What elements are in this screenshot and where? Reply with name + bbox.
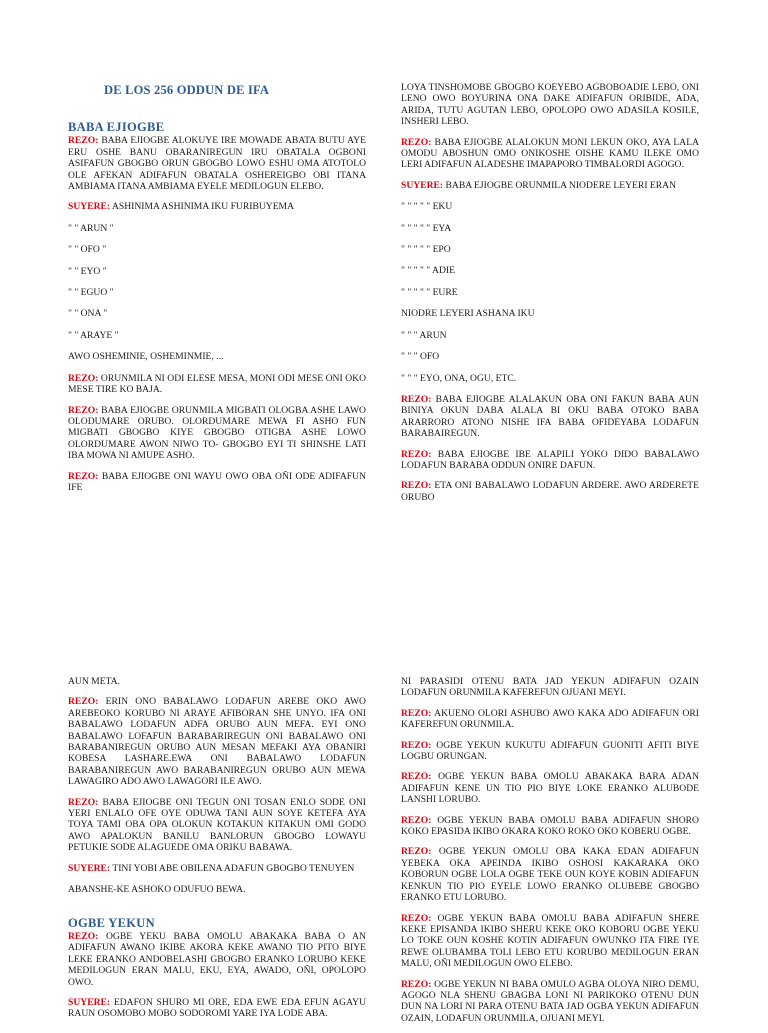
paragraph — [68, 863, 366, 874]
paragraph — [401, 815, 699, 838]
paragraph — [401, 394, 699, 440]
suyere-label: SUYERE: — [68, 996, 111, 1008]
rezo-label: REZO: — [401, 771, 432, 783]
paragraph — [401, 740, 699, 763]
paragraph-text: BABA EJIOGBE ALOKUYE IRE MOWADE ABATA BUTU AYE ERU OSHE BANU OBARANIREGUN IRU OBATALA OGBONI ASIFAFUN GBOGBO ORUN GBOGBO LOWO ESHU OMA ATOTOLO OLE AFEKAN ADIFAFUN OBATALA OSHEREIGBO OBI ITANA AMBIAMA ITANA AMBIAMA EYELE MEDILOGUN ELEBO. — [68, 135, 366, 193]
paragraph — [401, 846, 699, 903]
rezo-label: REZO: — [68, 696, 99, 708]
section-heading-ogbe-yekun: OGBE YEKUN — [68, 915, 155, 930]
chant-line: " " " OFO — [401, 351, 440, 363]
chant-line: " " " " " EPO — [401, 244, 451, 256]
chant-line: " " " " " EYA — [401, 222, 452, 234]
paragraph — [68, 135, 366, 192]
paragraph-text: EDAFON SHURO MI ORE, EDA EWE EDA EFUN AGAYU RAUN OSOMOBO MOBO SODOROMI YARE IYA LODE ABA. — [68, 996, 366, 1020]
rezo-label: REZO: — [68, 796, 99, 808]
chant-line: " " EGUO " — [68, 287, 114, 299]
paragraph: LOYA TINSHOMOBE GBOGBO KOEYEBO AGBOBOADIE LEBO, ONI LENO OWO BOYURINA ONA DAKE ADIFAFUN ORIBIDE, ADA, ARIDA, TUTU AGUTAN LEBO, OPOLOPO OWO ADASILA KOSILE, INSHERI LEBO. — [401, 82, 699, 128]
paragraph — [401, 180, 699, 191]
chant-line: " " " " " EKU — [401, 201, 453, 213]
paragraph — [401, 771, 699, 805]
paragraph-text: OGBE YEKUN BABA OMOLU BABA ADIFAFUN SHORO KOKO EPASIDA IKIBO OKARA KOKO ROKO OKO KOBERU OGBE. — [401, 814, 699, 838]
chant-line: " " EYO " — [68, 265, 107, 277]
page1-right-column — [401, 82, 699, 512]
paragraph-text: ORUNMILA NI ODI ELESE MESA, MONI ODI MESE ONI OKO MESE TIRE KO BAJA. — [68, 372, 366, 396]
paragraph — [401, 913, 699, 970]
paragraph — [68, 696, 366, 787]
paragraph-text: TINI YOBI ABE OBILENA ADAFUN GBOGBO TENUYEN — [110, 862, 355, 874]
paragraph-text: OGBE YEKUN OMOLU OBA KAKA EDAN ADIFAFUN YEBEKA OKA APEINDA IKIBO OSHOSI KAKARAKA OKO KOBORUN OGBE LOLA OGBE TEKE OUN KOYE KOBIN ADIFAFUN KENKUN TIO PIO EYELE LOWO ERANKO OLUBEBE GBOGBO ERANKO ETU LORUBO. — [401, 846, 699, 904]
paragraph — [68, 373, 366, 396]
paragraph — [401, 979, 699, 1025]
paragraph-text: OGBE YEKUN BABA OMOLU BABA ADIFAFUN SHERE KEKE EPISANDA IKIBO SHERU KEKE OKO KOBORU OGBE YEKU LO TOKE OUN KOSHE KOTIN ADIFAFUN OWUNKO ITA FIRE IYE REWE OLUBAMBA TOLI LEBO ETU KORUBO MEDILOGUN ERAN MALU, OÑI MEDILOGUN OWO ELEBO. — [401, 912, 699, 970]
rezo-label: REZO: — [401, 846, 432, 858]
paragraph-text: ETA ONI BABALAWO LODAFUN ARDERE. AWO ARDERETE ORUBO — [401, 480, 699, 503]
paragraph-text: OGBE YEKUN KUKUTU ADIFAFUN GUONITI AFITI BIYE LOGBU ORUNGAN. — [401, 739, 699, 763]
paragraph-text: BABA EJIOGBE ONI WAYU OWO OBA OÑI ODE ADIFAFUN IFE — [68, 470, 366, 493]
paragraph-text: ASHINIMA ASHINIMA IKU FURIBUYEMA — [110, 201, 295, 213]
page1-left-column — [68, 122, 366, 502]
chant-line: " " " " " EURE — [401, 286, 458, 298]
rezo-label: REZO: — [401, 739, 432, 751]
paragraph-text: AKUENO OLORI ASHUBO AWO KAKA ADO ADIFAFUN ORI KAFEREFUN ORUNMILA. — [401, 707, 699, 731]
paragraph — [401, 137, 699, 171]
rezo-label: REZO: — [401, 448, 432, 460]
rezo-label: REZO: — [401, 136, 432, 148]
paragraph: AUN META. — [68, 676, 120, 687]
paragraph — [68, 471, 366, 494]
paragraph-text: OGBE YEKUN BABA OMOLU ABAKAKA BARA ADAN ADIFAFUN KENE UN TIO PIO BIYE LOKE ERANKO ALUBODE LANSHI LORUBO. — [401, 771, 699, 806]
chant-line: " " ARUN " — [68, 222, 114, 234]
suyere-label: SUYERE: — [401, 179, 444, 191]
rezo-label: REZO: — [68, 930, 99, 942]
paragraph-text: BABA EJIOGBE ALALOKUN MONI LEKUN OKO, AYA LALA OMODU ABOSHUN OMO ONIKOSHE OISHE KAMU ILEKE OMO LERI ADIFAFUN ALADESHE IMAPAPORO TIMBALORDI AGOGO. — [401, 136, 699, 171]
rezo-label: REZO: — [401, 814, 432, 826]
paragraph-text: OGBE YEKUN NI BABA OMULO AGBA OLOYA NIRO DEMU, AGOGO NLA SHENU GBAGBA LONI NI PARIKOKO OTENU DUN DUN NA LORI NI PARA OTENU BATA JAD OGBA YEKUN ADIFAFUN OZAIN, LODAFUN ORUNMILA, OJUANI MEYI. — [401, 978, 699, 1024]
paragraph-text: BABA EJIOGBE ORUNMILA NIODERE LEYERI ERAN — [443, 179, 677, 191]
paragraph-text: BABA EJIOGBE ORUNMILA MIGBATI OLOGBA ASHE LAWO OLODUMARE ORUBO. OLORDUMARE MEWA FI ASHO FUN MIGBATI GBOGBO KIYE GBOGBO OTIGBA ASHE LOWO OLORDUMARE AWON NIWO TO- GBOGBO EYI TI SHINSHE LATI IBA MOWA NI AMUPE ASHO. — [68, 404, 366, 462]
chant-line: " " " EYO, ONA, OGU, ETC. — [401, 372, 517, 384]
paragraph — [68, 797, 366, 854]
suyere-label: SUYERE: — [68, 201, 111, 213]
paragraph: NI PARASIDI OTENU BATA JAD YEKUN ADIFAFUN OZAIN LODAFUN ORUNMILA KAFEREFUN OJUANI MEYI. — [401, 676, 699, 699]
rezo-label: REZO: — [68, 372, 99, 384]
chant-line: " " " " " ADIE — [401, 265, 455, 277]
section-heading-baba-ejiogbe: BABA EJIOGBE — [68, 120, 165, 134]
paragraph-text: BABA EJIOGBE ONI TEGUN ONI TOSAN ENLO SODE ONI YERI ENLALO OFE OYE ODUWA TANI AUN SOYE KETEFA AYA TOYA TAMI OBA OPA OLOKUN KOTAKUN KITAKUN OMI GODO AWO APALOKUN BANILU BANLORUN GBOGBO LOWAYU PETUKIE SODE ALAGUEDE OMA ORIKU BABAWA. — [68, 796, 366, 854]
page2-right-column — [401, 676, 699, 1033]
paragraph — [68, 997, 366, 1020]
paragraph-text: BABA EJIOGBE ALALAKUN OBA ONI FAKUN BABA AUN BINIYA OKUN DABA ALALA BI OKU BABA OTOKO BABA ARARRORO ATONO NISHE IFA BABA OFIDEYABA LODAFUN BARABAIREGUN. — [401, 393, 699, 440]
document-title: DE LOS 256 ODDUN DE IFA — [104, 83, 270, 97]
paragraph — [401, 480, 699, 503]
paragraph — [401, 449, 699, 472]
paragraph-text: BABA EJIOGBE IBE ALAPILI YOKO DIDO BABALAWO LODAFUN BARABA ODDUN ONIRE DAFUN. — [401, 448, 699, 471]
rezo-label: REZO: — [68, 404, 99, 416]
chant-line: " " OFO " — [68, 244, 107, 256]
rezo-label: REZO: — [401, 707, 432, 719]
suyere-label: SUYERE: — [68, 862, 111, 874]
paragraph — [68, 405, 366, 462]
rezo-label: REZO: — [401, 393, 432, 405]
chant-line: " " ONA " — [68, 308, 108, 320]
paragraph — [68, 931, 366, 988]
rezo-label: REZO: — [68, 135, 99, 147]
paragraph-text: ERIN ONO BABALAWO LODAFUN AREBE OKO AWO AREBEOKO KORUBO NI ARAYE AFIBORAN SHE UNYO. IFA ONI BABALAWO LODAFUN ADFA ORUBO AUN MEFA. EYI ONO BABALAWO LOFAFUN BARABARIREGUN ONI BABALAWO ONI BARABANIREGUN ORUBO AUN MESAN MEFAKI AYA OBANIRI KOBESA LASHARE.EWA ONI BABALAWO LODAFUN BARABANIREGUN AWO BARABANIREGUN ORUBO AUN MEWA LAWAGIRO ADO AWO LAWAGORI ILE AWO. — [68, 696, 366, 788]
page2-left-column — [68, 676, 366, 1029]
chant-line: AWO OSHEMINIE, OSHEMINMIE, ... — [68, 351, 224, 363]
chant-line: NIODRE LEYERI ASHANA IKU — [401, 308, 535, 320]
paragraph — [68, 201, 366, 212]
chant-line: " " " ARUN — [401, 329, 447, 341]
rezo-label: REZO: — [401, 978, 432, 990]
paragraph — [401, 708, 699, 731]
rezo-label: REZO: — [68, 470, 99, 482]
paragraph: ABANSHE-KE ASHOKO ODUFUO BEWA. — [68, 884, 246, 896]
rezo-label: REZO: — [401, 480, 432, 492]
chant-line: " " ARAYE " — [68, 329, 119, 341]
paragraph-text: OGBE YEKU BABA OMOLU ABAKAKA BABA O AN ADIFAFUN AWANO IKIBE AKORA KEKE AWANO TIO PITO BIYE LEKE ERANKO ANDOBELASHI GBOGBO ERANKO LORUBO KEKE MEDILOGUN ERAN MALU, EKU, EYA, AWADO, OÑI, OPOLOPO OWO. — [68, 930, 366, 988]
rezo-label: REZO: — [401, 912, 432, 924]
